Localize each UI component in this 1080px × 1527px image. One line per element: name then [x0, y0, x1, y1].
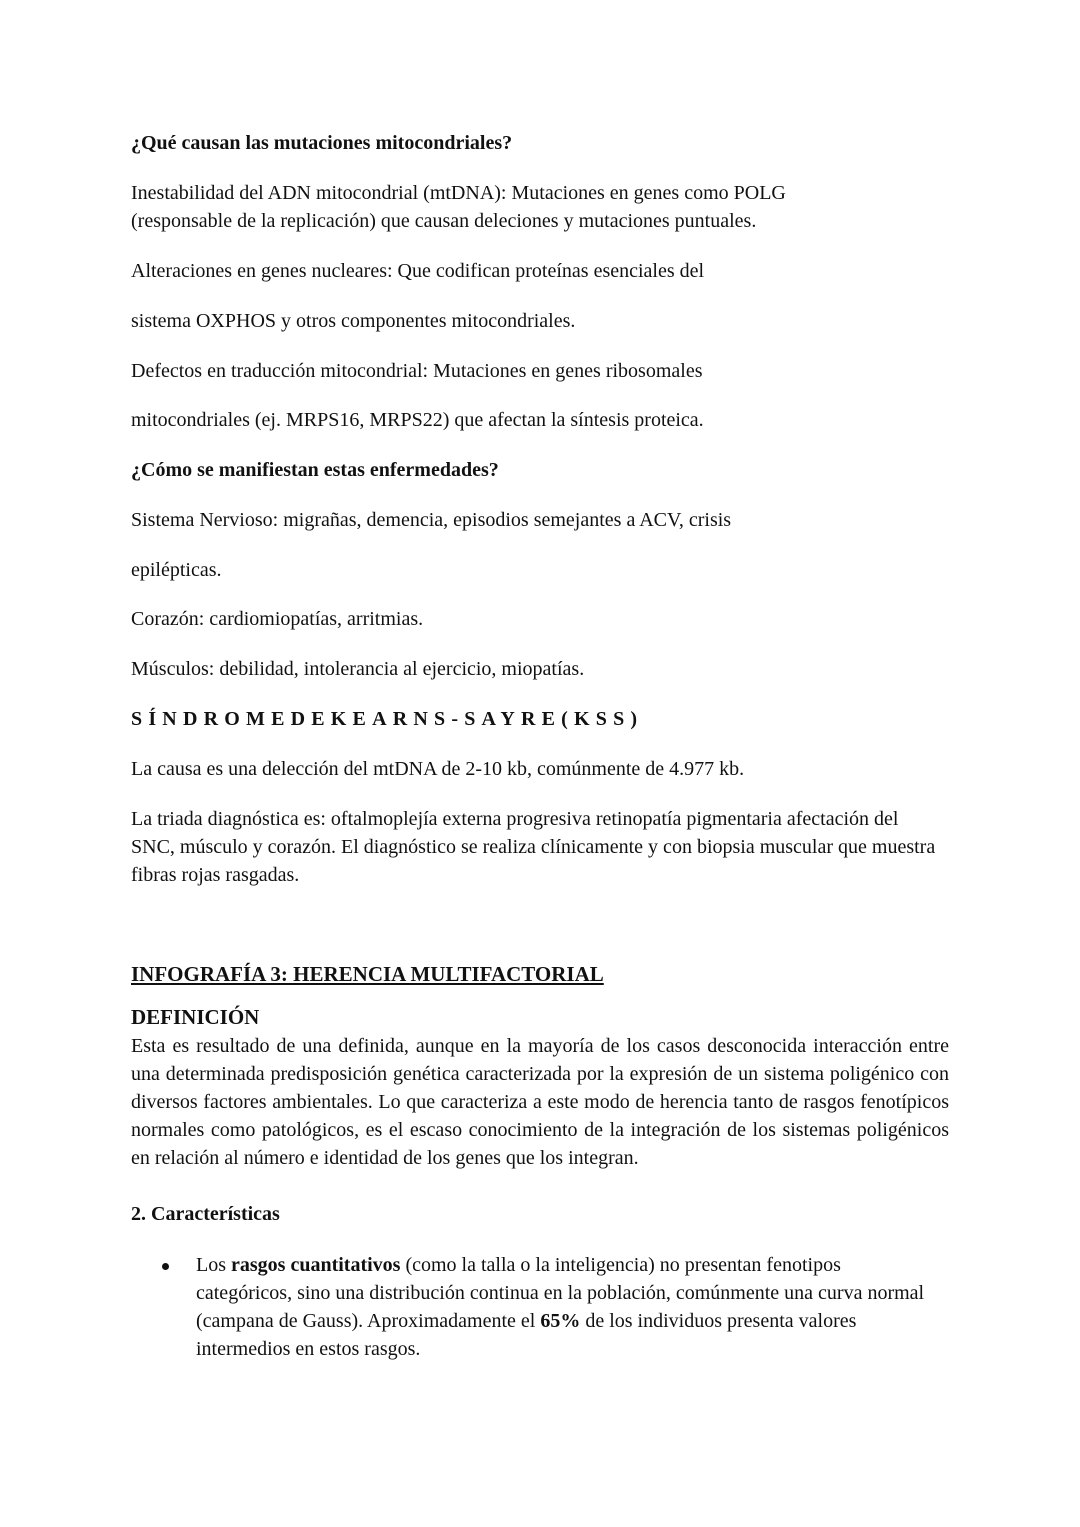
paragraph-kss-cause: La causa es una delección del mtDNA de 2-10 kb, comúnmente de 4.977 kb. [131, 758, 745, 780]
paragraph-nuclear-genes-line2: sistema OXPHOS y otros componentes mitocondriales. [131, 310, 576, 332]
infographic-title: INFOGRAFÍA 3: HERENCIA MULTIFACTORIAL [131, 962, 604, 986]
heading-kss: SÍNDROMEDEKEARNS-SAYRE(KSS) [131, 708, 644, 730]
paragraph-nervous-system-line2: epilépticas. [131, 559, 222, 581]
bullet-icon [162, 1263, 169, 1270]
paragraph-muscles: Músculos: debilidad, intolerancia al ejercicio, miopatías. [131, 658, 585, 680]
bullet-bold-quantitative-traits: rasgos cuantitativos [231, 1254, 401, 1276]
paragraph-heart: Corazón: cardiomiopatías, arritmias. [131, 608, 424, 630]
paragraph-mtdna-instability-line2: (responsable de la replicación) que causan deleciones y mutaciones puntuales. [131, 210, 757, 232]
heading-definition: DEFINICIÓN [131, 1005, 260, 1029]
bullet-bold-percentage: 65% [540, 1310, 581, 1332]
heading-manifestations: ¿Cómo se manifiestan estas enfermedades? [131, 459, 499, 481]
paragraph-translation-defects-line1: Defectos en traducción mitocondrial: Mutaciones en genes ribosomales [131, 360, 703, 382]
bullet-text-part2: (como la talla o la inteligencia) no presentan fenotipos categóricos, sino una distribución continua en la población, comúnmente una curva normal (campana de Gauss). Aproximadamente el [196, 1254, 925, 1332]
paragraph-mtdna-instability-line1: Inestabilidad del ADN mitocondrial (mtDNA): Mutaciones en genes como POLG [131, 182, 786, 204]
paragraph-kss-triad: La triada diagnóstica es: oftalmoplejía externa progresiva retinopatía pigmentaria afectación del SNC, músculo y corazón. El diagnóstico se realiza clínicamente y con biopsia muscular que muestra fibras rojas rasgadas. [131, 808, 936, 886]
heading-mutation-causes: ¿Qué causan las mutaciones mitocondriales? [131, 132, 513, 154]
bullet-quantitative-traits [196, 1251, 931, 1363]
paragraph-nervous-system-line1: Sistema Nervioso: migrañas, demencia, episodios semejantes a ACV, crisis [131, 509, 732, 531]
bullet-text-part1: Los [196, 1254, 231, 1276]
heading-characteristics: 2. Características [131, 1203, 280, 1225]
paragraph-translation-defects-line2: mitocondriales (ej. MRPS16, MRPS22) que afectan la síntesis proteica. [131, 409, 704, 431]
paragraph-nuclear-genes-line1: Alteraciones en genes nucleares: Que codifican proteínas esenciales del [131, 260, 705, 282]
bullet-text-part3: de los individuos presenta valores intermedios en estos rasgos. [196, 1310, 857, 1360]
paragraph-definition: Esta es resultado de una definida, aunque en la mayoría de los casos desconocida interacción entre una determinada predisposición genética caracterizada por la expresión de un sistema poligénico con diversos factores ambientales. Lo que caracteriza a este modo de herencia tanto de rasgos fenotípicos normales como patológicos, es el escaso conocimiento de la integración de los sistemas poligénicos en relación al número e identidad de los genes que los integran. [131, 1035, 949, 1169]
